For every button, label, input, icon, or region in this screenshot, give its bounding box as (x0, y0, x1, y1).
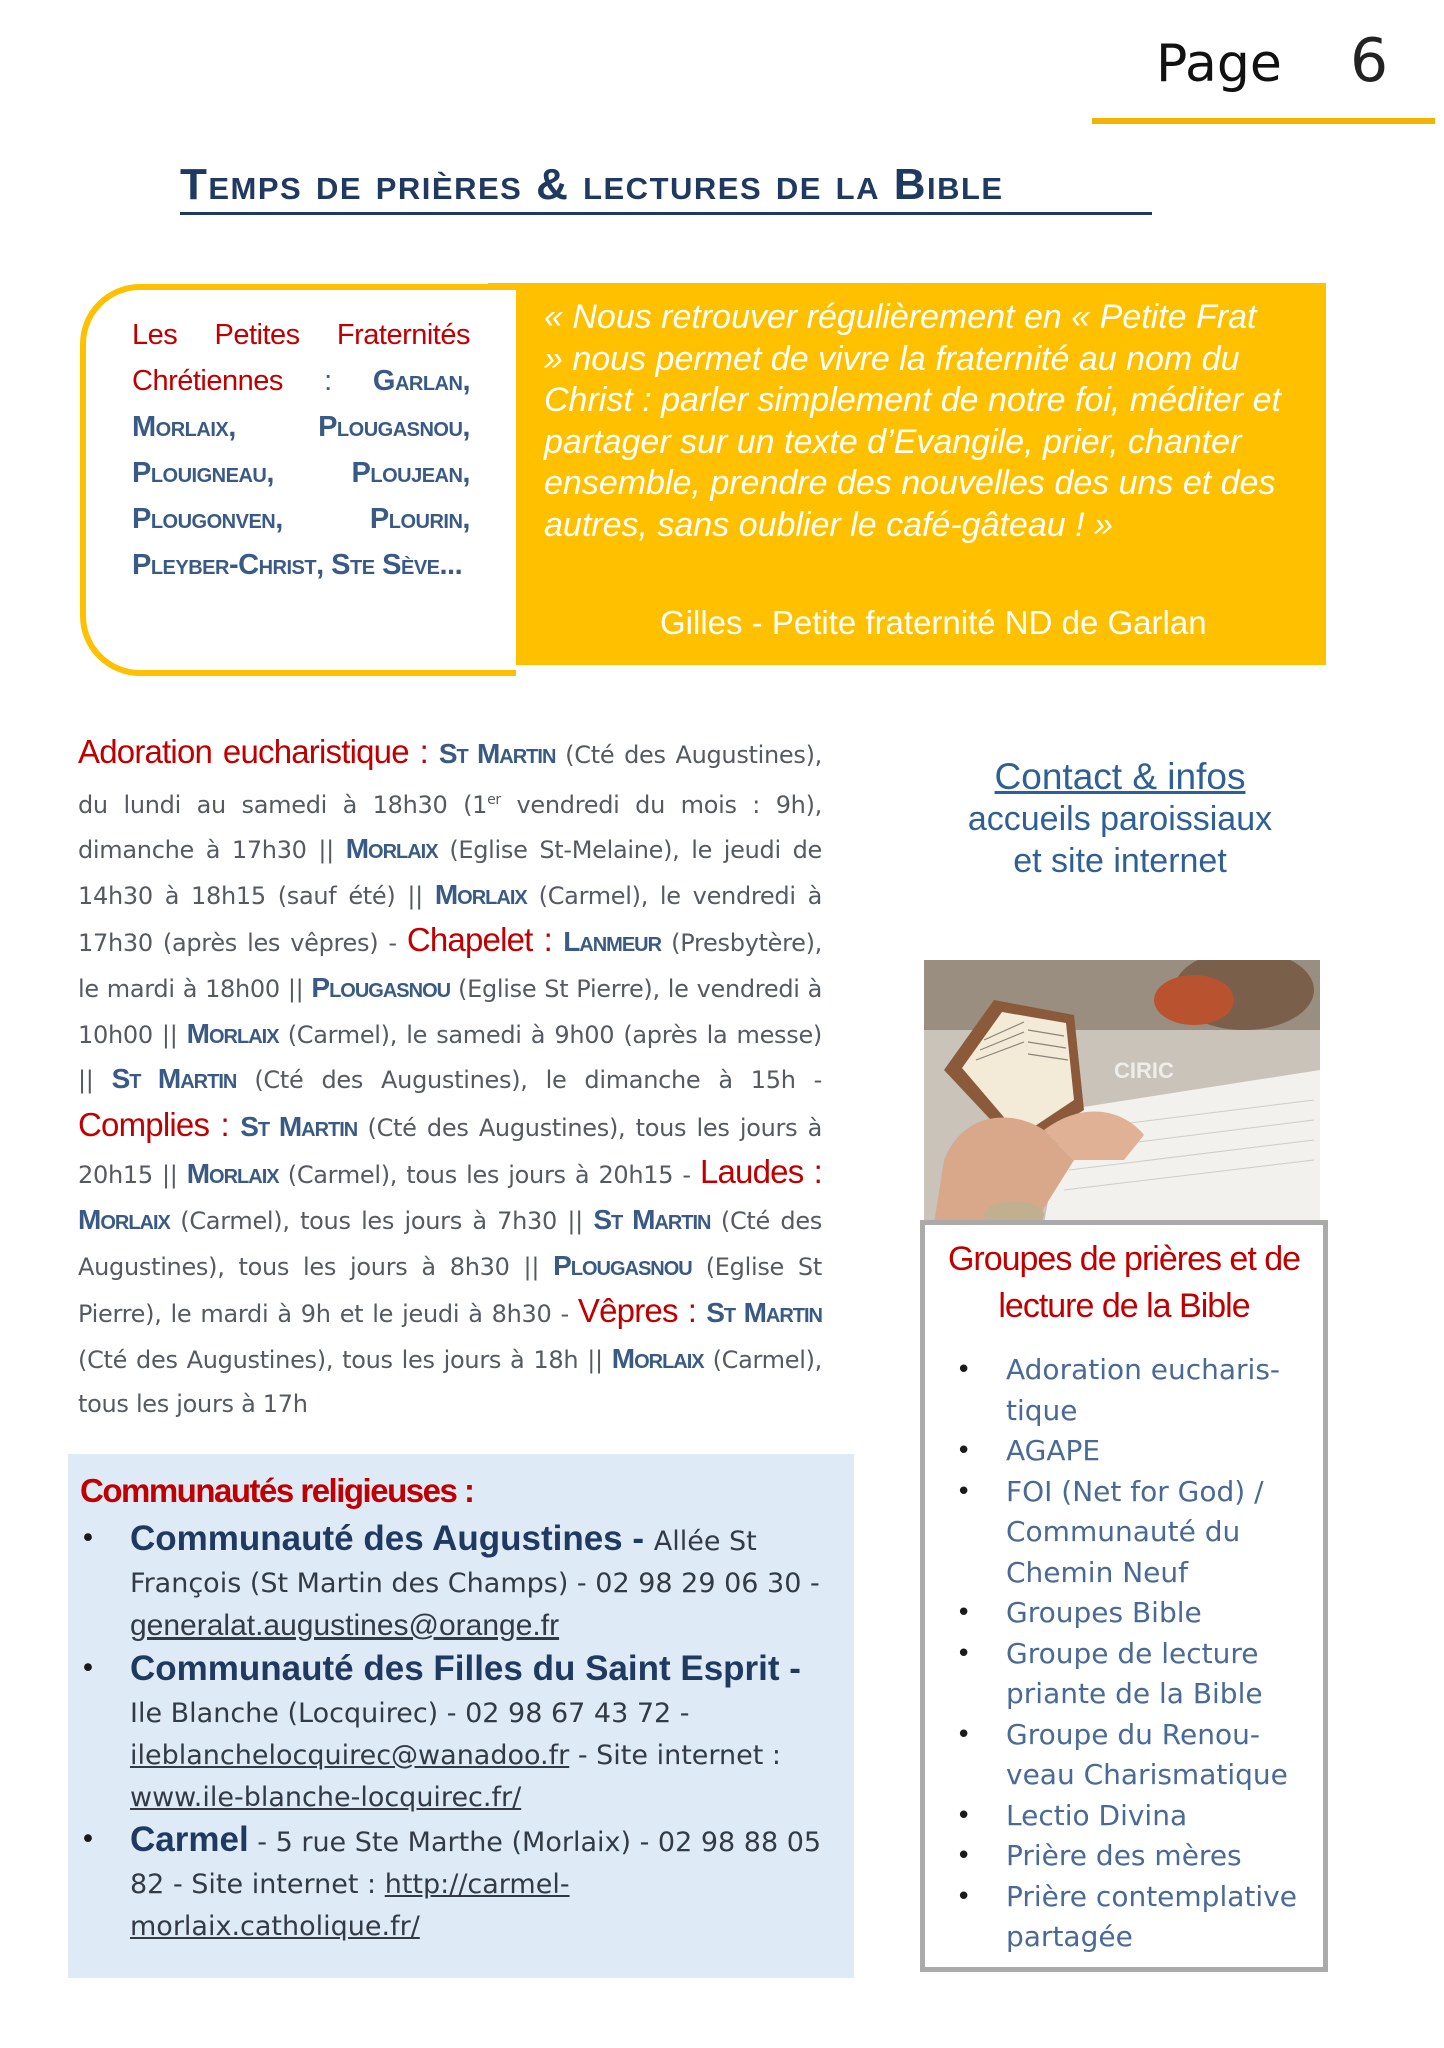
title-underline (180, 212, 1152, 215)
bible-reading-photo (924, 960, 1320, 1224)
list-item: • FOI (Net for God) / Communauté du Chemin Neuf (950, 1472, 1310, 1594)
contact-subtitle: accueils paroissiaux (967, 800, 1273, 838)
list-item: • Communauté des Augustines - Allée St François (St Martin des Champs) - 02 98 29 06 30 - generalat.augustines@orange.fr (80, 1518, 840, 1648)
community-name: Carmel (130, 1820, 249, 1859)
photo-watermark: CIRIC (1114, 1058, 1174, 1083)
vepres-label: Vêpres (577, 1292, 678, 1330)
complies-label: Complies (78, 1105, 210, 1143)
groups-list (950, 1350, 1310, 1958)
list-item: • Groupes Bible (950, 1593, 1310, 1634)
page-number: 6 (1350, 26, 1389, 96)
community-name: Communauté des Augustines - (130, 1519, 654, 1558)
page-rule (1092, 118, 1435, 124)
contact-title[interactable]: Contact & infos (994, 756, 1246, 797)
list-item: • Carmel - 5 rue Ste Marthe (Morlaix) - 02 98 88 05 82 - Site internet : http://carmel-morlaix.catholique.fr/ (80, 1819, 840, 1948)
list-item: • Prière contemplative partagée (950, 1877, 1310, 1958)
page-title: Temps de prières & lectures de la Bible (180, 160, 1004, 209)
fraternites-label: Les Petites Fraternités Chrétiennes (132, 319, 470, 397)
list-item: • Prière des mères (950, 1836, 1310, 1877)
website-link[interactable]: www.ile-blanche-locquirec.fr/ (130, 1782, 522, 1813)
fraternites-places: Garlan, Morlaix, Plougasnou, Plouigneau, Ploujean, Plougonven, Plourin, Pleyber-Christ, Ste Sève... (132, 365, 470, 581)
fraternites-text: Les Petites Fraternités Chrétiennes : Garlan, Morlaix, Plougasnou, Plouigneau, Ploujean, Plougonven, Plourin, Pleyber-Christ, Ste Sève... (132, 319, 470, 581)
quote-author: Gilles - Petite fraternité ND de Garlan (660, 604, 1207, 641)
community-name: Communauté des Filles du Saint Esprit - (130, 1649, 801, 1688)
laudes-label: Laudes (699, 1153, 804, 1191)
list-item: • Lectio Divina (950, 1796, 1310, 1837)
list-item: • Adoration eucharis-tique (950, 1350, 1310, 1431)
list-item: • AGAPE (950, 1431, 1310, 1472)
contact-subtitle-2: et site internet (1013, 842, 1227, 880)
page-label: Page (1156, 34, 1282, 94)
groups-title: Groupes de prières et de lecture de la Bible (947, 1240, 1301, 1325)
adoration-label: Adoration eucharistique (78, 733, 409, 770)
list-item: • Groupe de lecture priante de la Bible (950, 1634, 1310, 1715)
chapelet-label: Chapelet (406, 921, 533, 959)
communautes-title: Communautés religieuses : (80, 1472, 474, 1509)
website-link[interactable]: http://carmel-morlaix.catholique.fr/ (130, 1869, 570, 1942)
quote-text: « Nous retrouver régulièrement en « Petite Frat » nous permet de vivre la fraternité au nom du Christ : parler simplement de notre foi, méditer et partager sur un texte d’Evangile, prier, chanter ensemble, prendre des nouvelles des uns et des autres, sans oublier le café-gâteau ! » (544, 298, 1281, 544)
horaires-paragraph: Adoration eucharistique : St Martin (Cté des Augustines), du lundi au samedi à 18h30 (1er vendredi du mois : 9h), dimanche à 17h30 || Morlaix (Eglise St-Melaine), le jeudi de 14h30 à 18h15 (sauf été) || Morlaix (Carmel), le vendredi à 17h30 (après les vêpres) - Chapelet : Lanmeur (Presbytère), le mardi à 18h00 || Plougasnou (Eglise St Pierre), le vendredi à 10h00 || Morlaix (Carmel), le samedi à 9h00 (après la messe) || St Martin (Cté des Augustines), le dimanche à 15h - Complies : St Martin (Cté des Augustines), tous les jours à 20h15 || Morlaix (Carmel), tous les jours à 20h15 - Laudes : Morlaix (Carmel), tous les jours à 7h30 || St Martin (Cté des Augustines), tous les jours à 8h30 || Plougasnou (Eglise St Pierre), le mardi à 9h et le jeudi à 8h30 - Vêpres : St Martin (Cté des Augustines), tous les jours à 18h || Morlaix (Carmel), tous les jours à 17h (78, 733, 823, 1419)
communautes-list (80, 1518, 840, 1948)
email-link[interactable]: ileblanchelocquirec@wanadoo.fr (130, 1740, 570, 1771)
list-item: • Communauté des Filles du Saint Esprit - Ile Blanche (Locquirec) - 02 98 67 43 72 - ileblanchelocquirec@wanadoo.fr - Site internet : www.ile-blanche-locquirec.fr/ (80, 1648, 840, 1819)
email-link[interactable]: generalat.augustines@orange.fr (130, 1609, 560, 1642)
list-item: • Groupe du Renou-veau Charismatique (950, 1715, 1310, 1796)
photo-illustration (924, 960, 1320, 1224)
